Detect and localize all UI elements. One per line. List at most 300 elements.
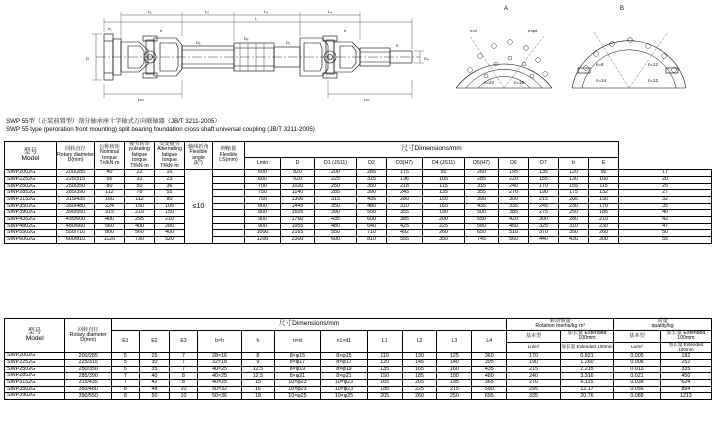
cell-ls — [213, 203, 245, 210]
cell-v2: 10 — [170, 386, 198, 393]
svg-text:L₂: L₂ — [205, 9, 209, 14]
svg-text:h: h — [160, 28, 163, 33]
cell-d11: 25 — [619, 183, 712, 190]
cell-v0: 5 — [111, 360, 139, 367]
cell-d3: 480 — [357, 203, 387, 210]
svg-text:D₆: D₆ — [244, 36, 249, 41]
cell-v1: 35 — [139, 366, 169, 373]
cell-model: SWP2852G — [5, 190, 57, 197]
cell-d5: 260 — [423, 230, 465, 237]
cell-d0: 700 — [245, 183, 281, 190]
th2-col-E3: E3 — [170, 330, 198, 353]
cell-v12: 2.215 — [560, 366, 613, 373]
cell-v3: 32×18 — [197, 360, 241, 367]
cell-d6: 500 — [465, 210, 499, 217]
figure-caption — [6, 118, 476, 134]
cell-tn: 160 — [95, 196, 125, 203]
cell-d7: 240 — [499, 183, 529, 190]
th-col-D2: D2 — [357, 157, 387, 170]
cell-d3: 710 — [357, 230, 387, 237]
cell-tn: 560 — [95, 223, 125, 230]
cell-d1: 920 — [281, 176, 315, 183]
th-rotary-cn: 回转直径 — [65, 146, 86, 153]
th-col-D6: D6 — [499, 157, 529, 170]
cell-v13: 0.013 — [614, 366, 661, 373]
cell-dia: 390/550 — [65, 393, 112, 400]
cell-v8: 225 — [402, 386, 437, 393]
cell-d9: 250 — [559, 210, 589, 217]
cell-d6: 550 — [465, 216, 499, 223]
cell-v11: 190 — [507, 360, 560, 367]
cell-d8: 440 — [529, 236, 559, 243]
cell-dia: 600/810 — [57, 236, 95, 243]
cell-d4: 310 — [387, 203, 423, 210]
cell-model: SWP3902G — [5, 393, 65, 400]
cell-v6: 8×φ15 — [321, 353, 368, 360]
cell-v5: 10×φ23 — [274, 380, 321, 387]
cell-dia: 315/435 — [65, 380, 112, 387]
cell-v13: 0.038 — [614, 380, 661, 387]
cell-tn: 40 — [95, 170, 125, 177]
cell-d11: 40 — [619, 210, 712, 217]
cell-v0: 8 — [111, 393, 139, 400]
cell-v2: 7 — [170, 366, 198, 373]
cell-d0: 600 — [245, 170, 281, 177]
svg-text:B: B — [620, 6, 625, 12]
svg-text:n×d: n×d — [470, 28, 477, 33]
cell-d0: 800 — [245, 203, 281, 210]
cell-model: SWP2002G — [5, 353, 65, 360]
cell-v9: 125 — [437, 353, 472, 360]
cell-d10: 185 — [589, 210, 619, 217]
table-row — [5, 393, 712, 400]
cell-v11: 295 — [507, 386, 560, 393]
th-flexible-cn: 伸缩量 — [220, 146, 237, 153]
cell-d10: 100 — [589, 176, 619, 183]
cell-d6: 285 — [465, 176, 499, 183]
cell-v3: 50×36 — [197, 393, 241, 400]
th-rotary-en: Rotary diameter — [57, 151, 94, 158]
cell-d3: 350 — [357, 183, 387, 190]
th2-weight-ext-label: 加长量 Extended 100mm — [660, 330, 711, 342]
cell-d1: 1605 — [281, 210, 315, 217]
cell-v11: 215 — [507, 366, 560, 373]
cell-d2: 480 — [315, 223, 357, 230]
cell-tf: 295 — [125, 216, 155, 223]
cell-d0: 750 — [245, 196, 281, 203]
th2-weight-en: quality/kg — [651, 323, 674, 330]
cell-d9: 310 — [559, 223, 589, 230]
cell-tf: 32 — [125, 176, 155, 183]
cell-dia: 200/285 — [57, 170, 95, 177]
caption-line-cn: SWP 55型（正装前置型）剖分轴承座十字轴式万向联轴器（JB/T 3211-2005） — [6, 118, 221, 125]
cell-d6: 745 — [465, 236, 499, 243]
cell-ls — [213, 196, 245, 203]
cell-v12: 0.821 — [560, 353, 613, 360]
cell-d4: 425 — [387, 223, 423, 230]
table-row — [5, 380, 712, 387]
cell-v5: 10×φ23 — [274, 386, 321, 393]
cell-v10: 695 — [472, 393, 507, 400]
cell-d0: 800 — [245, 210, 281, 217]
cell-d4: 355 — [387, 210, 423, 217]
cell-ls — [213, 190, 245, 197]
table-row — [5, 373, 712, 380]
cell-tf: 150 — [125, 203, 155, 210]
cell-d10: 300 — [589, 236, 619, 243]
th-model-en: Model — [21, 154, 40, 162]
cell-tn: 80 — [95, 183, 125, 190]
cell-v7: 110 — [367, 353, 402, 360]
cell-d9: 430 — [559, 236, 589, 243]
cell-model: SWP2002G — [5, 170, 57, 177]
cell-v12: 6.115 — [560, 380, 613, 387]
cell-v8: 145 — [402, 360, 437, 367]
cell-model: SWP6002G — [5, 236, 57, 243]
cell-d5: 165 — [423, 203, 465, 210]
svg-text:L₃: L₃ — [264, 9, 268, 14]
cell-v9: 140 — [437, 360, 472, 367]
th-angle-unit: β(°) — [194, 160, 203, 167]
cell-v13: 0.056 — [614, 386, 661, 393]
cell-v0: 5 — [111, 366, 139, 373]
cell-model: SWP2852G — [5, 373, 65, 380]
cell-d3: 550 — [357, 210, 387, 217]
th-alternating-unit: Tf/kN·m — [160, 162, 179, 169]
cell-d8: 155 — [529, 176, 559, 183]
cell-d5: 115 — [423, 183, 465, 190]
cell-d9: 205 — [559, 196, 589, 203]
cell-d11: 47 — [619, 223, 712, 230]
cell-d2: 315 — [315, 196, 357, 203]
cell-v4: 12.5 — [242, 366, 275, 373]
cell-v7: 165 — [367, 380, 402, 387]
cell-d1: 1300 — [281, 196, 315, 203]
cell-model: SWP2502G — [5, 183, 57, 190]
cell-tn: 112 — [95, 190, 125, 197]
cell-ta: 16 — [155, 170, 185, 177]
cell-v14: 894 — [660, 386, 711, 393]
cell-d10: 230 — [589, 223, 619, 230]
th-col-Lmin: Lmin — [245, 157, 281, 170]
cell-v14: 624 — [660, 380, 711, 387]
th2-rotary-en: Rotary diameter — [69, 331, 107, 338]
cell-v0: 8 — [111, 386, 139, 393]
cell-v12: 20.76 — [560, 393, 613, 400]
th2-col-n1xd1: n1×d1 — [321, 330, 368, 353]
cell-d6: 580 — [465, 223, 499, 230]
th-flexible-en: Flexible LS(mm) — [219, 151, 238, 164]
cell-v9: 250 — [437, 393, 472, 400]
cell-v8: 130 — [402, 353, 437, 360]
cell-v10: 435 — [472, 366, 507, 373]
cell-d5: 105 — [423, 176, 465, 183]
cell-v14: 1213 — [660, 393, 711, 400]
th2-inertia-base-label: 基本型 — [507, 330, 560, 342]
cell-d8: 170 — [529, 183, 559, 190]
th-dimensions-group: 尺寸Dimensions/mm — [245, 142, 619, 158]
cell-v2: 7 — [170, 360, 198, 367]
cell-v10: 360 — [472, 353, 507, 360]
cell-d1: 1140 — [281, 190, 315, 197]
th-col-D5: D5(H7) — [465, 157, 499, 170]
svg-text:L: L — [255, 16, 258, 21]
cell-tf: 50 — [125, 183, 155, 190]
cell-model: SWP4352G — [5, 216, 57, 223]
cell-d8: 275 — [529, 210, 559, 217]
th2-col-inertia-base: Ln/m² — [507, 342, 560, 353]
th-alternating-cn: 交变疲劳 — [159, 141, 180, 147]
cell-v8: 185 — [402, 373, 437, 380]
cell-tf: 560 — [125, 230, 155, 237]
cell-v6: 10×φ25 — [321, 393, 368, 400]
cell-d8: 245 — [529, 203, 559, 210]
cell-ta: 36 — [155, 183, 185, 190]
cell-d6: 315 — [465, 183, 499, 190]
cell-v4: 8 — [242, 353, 275, 360]
th2-col-weight-ext: 加长量 Extended 100mm — [660, 342, 711, 353]
cell-d4: 218 — [387, 183, 423, 190]
cell-d10: 260 — [589, 230, 619, 237]
cell-d7: 300 — [499, 196, 529, 203]
table-row — [5, 360, 712, 367]
cell-d2: 600 — [315, 236, 357, 243]
cell-d4: 196 — [387, 176, 423, 183]
svg-text:A: A — [504, 6, 509, 12]
cell-d1: 820 — [281, 170, 315, 177]
cell-v9: 180 — [437, 373, 472, 380]
cell-d0: 750 — [245, 190, 281, 197]
cell-v11: 170 — [507, 353, 560, 360]
specifications-table-1 — [4, 141, 712, 244]
cell-ls — [213, 223, 245, 230]
cell-d2: 550 — [315, 230, 357, 237]
th2-inertia-cn: 转动惯量 — [549, 318, 571, 324]
cell-v3: 40×25 — [197, 366, 241, 373]
th2-col-L4: L4 — [472, 330, 507, 353]
cell-v12: 3.316 — [560, 373, 613, 380]
th-rotary-unit: D(mm) — [67, 157, 84, 164]
cell-tn: 400 — [95, 216, 125, 223]
cell-d5: 190 — [423, 210, 465, 217]
th-col-D: D — [281, 157, 315, 170]
th2-col-bxh: b×h — [197, 330, 241, 353]
cell-ta: 23 — [155, 176, 185, 183]
svg-text:D: D — [86, 56, 89, 61]
cell-tf: 400 — [125, 223, 155, 230]
cell-model: SWP3502G — [5, 386, 65, 393]
cell-v4: 9 — [242, 360, 275, 367]
cell-dia: 350/480 — [57, 203, 95, 210]
cell-d3: 315 — [357, 176, 387, 183]
th2-col-nxd: n×d — [274, 330, 321, 353]
cell-d1: 1020 — [281, 183, 315, 190]
cell-d9: 350 — [559, 230, 589, 237]
th-angle-en: Flexible angle — [189, 149, 208, 161]
cell-model: SWP3502G — [5, 203, 57, 210]
cell-d3: 640 — [357, 223, 387, 230]
cell-ta: 280 — [155, 223, 185, 230]
cell-d6: 650 — [465, 230, 499, 237]
cell-ls — [213, 210, 245, 217]
table-row — [5, 353, 712, 360]
cell-d11: 32 — [619, 196, 712, 203]
table2-subheader-row — [5, 330, 712, 342]
cell-d11: 50 — [619, 230, 712, 237]
cell-v0: 7 — [111, 373, 139, 380]
th2-inertia-ext-label: 加长量 Extended 100mm — [560, 330, 613, 342]
th2-col-L1: L1 — [367, 330, 402, 353]
cell-ls — [213, 176, 245, 183]
cell-v1: 42 — [139, 380, 169, 387]
cell-tf: 730 — [125, 236, 155, 243]
cell-d7: 270 — [499, 190, 529, 197]
cell-d9: 155 — [559, 183, 589, 190]
svg-text:D₇: D₇ — [286, 40, 291, 45]
cell-d7: 335 — [499, 203, 529, 210]
cell-d4: 245 — [387, 190, 423, 197]
cell-dia: 225/315 — [57, 176, 95, 183]
th-col-E: E — [589, 157, 619, 170]
th-angle-cn: 轴线折角 — [188, 143, 209, 150]
cell-ls — [213, 230, 245, 237]
cell-dia: 390/550 — [57, 210, 95, 217]
cell-d8: 215 — [529, 196, 559, 203]
cell-d11: 35 — [619, 203, 712, 210]
cell-v2: 7 — [170, 353, 198, 360]
cell-d4: 175 — [387, 170, 423, 177]
cell-d5: 135 — [423, 190, 465, 197]
cell-ta: 55 — [155, 190, 185, 197]
cell-ta: 400 — [155, 230, 185, 237]
cell-d6: 355 — [465, 190, 499, 197]
svg-text:n×φd: n×φd — [528, 28, 538, 33]
svg-text:Lm: Lm — [138, 97, 144, 102]
th-model-cn: 型号 — [23, 147, 38, 155]
th2-col-L2: L2 — [402, 330, 437, 353]
cell-d8: 300 — [529, 216, 559, 223]
svg-text:h: h — [344, 28, 347, 33]
cell-v4: 16 — [242, 386, 275, 393]
cell-v13: 0.021 — [614, 373, 661, 380]
th2-rotary-cn: 回转直径 — [77, 326, 99, 333]
cell-d8: 370 — [529, 230, 559, 237]
cell-model: SWP4802G — [5, 223, 57, 230]
cell-v11: 335 — [507, 393, 560, 400]
svg-text:L₁: L₁ — [148, 9, 152, 14]
cell-v6: 10×φ23 — [321, 386, 368, 393]
cell-v2: 10 — [170, 393, 198, 400]
cell-d1: 1760 — [281, 216, 315, 223]
cell-d3: 810 — [357, 236, 387, 243]
cell-v8: 165 — [402, 366, 437, 373]
cell-dia: 250/350 — [57, 183, 95, 190]
cell-v5: 8×φ15 — [274, 353, 321, 360]
cell-dia: 350/480 — [65, 386, 112, 393]
th-col-D1: D1 (JS11) — [315, 157, 357, 170]
cell-v11: 240 — [507, 373, 560, 380]
th-col-D7: D7 — [529, 157, 559, 170]
cell-model: SWP3152G — [5, 380, 65, 387]
cell-d2: 350 — [315, 203, 357, 210]
cell-v10: 590 — [472, 386, 507, 393]
cell-d0: 1200 — [245, 236, 281, 243]
cell-model: SWP2252G — [5, 176, 57, 183]
cell-v5: 8×φ19 — [274, 366, 321, 373]
cell-dia: 550/710 — [57, 230, 95, 237]
cell-d1: 2165 — [281, 230, 315, 237]
cell-v2: 8 — [170, 373, 198, 380]
cell-model: SWP2502G — [5, 366, 65, 373]
cell-d7: 420 — [499, 216, 529, 223]
cell-tn: 315 — [95, 210, 125, 217]
cell-v2: 8 — [170, 380, 198, 387]
cell-d1: 2300 — [281, 236, 315, 243]
cell-d3: 285 — [357, 170, 387, 177]
cell-v7: 135 — [367, 366, 402, 373]
cell-v11: 270 — [507, 380, 560, 387]
svg-text:Lm: Lm — [364, 97, 370, 102]
svg-text:h₁: h₁ — [108, 26, 112, 31]
cell-d2: 435 — [315, 216, 357, 223]
cell-d9: 175 — [559, 190, 589, 197]
cell-d5: 350 — [423, 236, 465, 243]
th2-col-inertia-ext: 加长量 Extended 100mm — [560, 342, 613, 353]
cell-v13: 0.088 — [614, 393, 661, 400]
table-row — [5, 236, 712, 243]
cell-d0: 600 — [245, 176, 281, 183]
cell-d10: 150 — [589, 196, 619, 203]
th2-rotary-unit: D(mm) — [80, 337, 97, 344]
cell-v1: 48 — [139, 386, 169, 393]
cell-d10: 115 — [589, 183, 619, 190]
th-pulsating-unit: Tf/kN·m — [130, 162, 149, 169]
cell-ta: 520 — [155, 236, 185, 243]
cell-ta: 105 — [155, 203, 185, 210]
cell-d3: 600 — [357, 216, 387, 223]
cell-v10: 365 — [472, 380, 507, 387]
cell-v3: 28×16 — [197, 353, 241, 360]
svg-text:n=8: n=8 — [596, 62, 604, 67]
svg-text:E: E — [396, 43, 399, 48]
cell-tf: 112 — [125, 196, 155, 203]
cell-v14: 182 — [660, 353, 711, 360]
cell-v4: 12.5 — [242, 373, 275, 380]
table2-header-row — [5, 319, 712, 331]
cell-d11: 17 — [619, 170, 712, 177]
cell-model: SWP5502G — [5, 230, 57, 237]
svg-text:n=14: n=14 — [596, 78, 606, 83]
cell-d6: 435 — [465, 203, 499, 210]
th2-dimensions-group: 尺寸Dimensions/mm — [111, 319, 506, 331]
cell-dia: 285/390 — [57, 190, 95, 197]
cell-d1: 1445 — [281, 203, 315, 210]
cell-d6: 260 — [465, 170, 499, 177]
cell-v3: 40×25 — [197, 373, 241, 380]
cell-v6: 8×φ17 — [321, 360, 368, 367]
cell-dia: 315/435 — [57, 196, 95, 203]
cell-d9: 230 — [559, 203, 589, 210]
cell-tf: 210 — [125, 210, 155, 217]
cell-model: SWP3902G — [5, 210, 57, 217]
cell-d5: 200 — [423, 216, 465, 223]
cell-v12: 12.17 — [560, 386, 613, 393]
cell-v6: 10×φ23 — [321, 380, 368, 387]
cell-dia: 225/315 — [65, 360, 112, 367]
th-col-D4: D4 (JS11) — [423, 157, 465, 170]
cell-d5: 150 — [423, 196, 465, 203]
th-nominal-unit: Tn/kN·m — [99, 160, 120, 167]
